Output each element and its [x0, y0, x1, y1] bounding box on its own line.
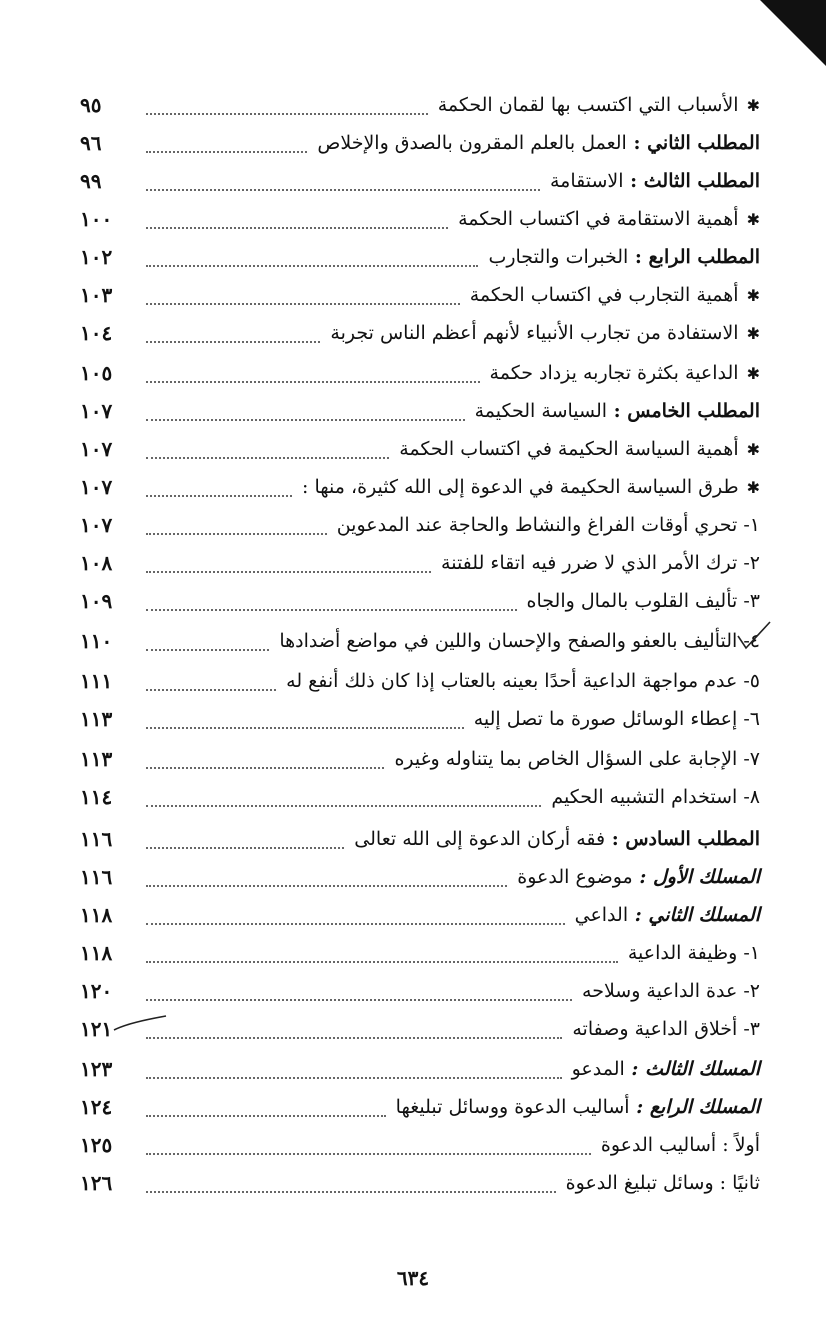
dot-leader	[146, 615, 269, 651]
toc-entry-title	[475, 400, 760, 422]
toc-entry-title	[441, 552, 760, 574]
dot-leader	[146, 231, 478, 267]
toc-page-number: ١٠٧	[80, 513, 113, 537]
dot-leader	[146, 193, 448, 229]
section-label: المطلب الثاني :	[626, 132, 760, 154]
asterisk-icon: ✱	[746, 478, 760, 497]
toc-page-number: ١٠٠	[80, 207, 113, 231]
toc-entry-title	[279, 630, 760, 652]
entry-text: أساليب الدعوة	[600, 1134, 717, 1156]
entry-text: أخلاق الداعية وصفاته	[572, 1018, 738, 1040]
toc-entry-title	[566, 1172, 760, 1194]
toc-entry-title	[490, 362, 760, 384]
asterisk-icon: ✱	[746, 440, 760, 459]
entry-text: الإجابة على السؤال الخاص بما يتناوله وغيره	[394, 748, 738, 770]
dot-leader	[146, 655, 276, 691]
dot-leader	[146, 155, 540, 191]
dot-leader	[146, 499, 327, 535]
toc-page-number: ١٠٢	[80, 245, 113, 269]
toc-page-number: ٩٦	[80, 131, 102, 155]
dot-leader	[146, 927, 618, 963]
entry-text: تأليف القلوب بالمال والجاه	[526, 590, 738, 612]
dot-leader	[146, 307, 320, 343]
dot-leader	[146, 1119, 591, 1155]
item-number: ٨-	[737, 786, 760, 808]
dot-leader	[146, 269, 460, 305]
dot-leader	[146, 1043, 562, 1079]
dot-leader	[146, 1157, 556, 1193]
dot-leader	[146, 79, 428, 115]
toc-page-number: ١٠٣	[80, 283, 113, 307]
toc-page-number: ١٢٤	[80, 1095, 113, 1119]
toc-entry-title	[517, 866, 760, 888]
toc-entry	[80, 780, 814, 814]
asterisk-icon: ✱	[746, 364, 760, 383]
asterisk-icon: ✱	[746, 286, 760, 305]
dot-leader	[146, 1003, 562, 1039]
toc-entry-title	[488, 246, 760, 268]
toc-entry	[80, 584, 814, 618]
asterisk-icon: ✱	[746, 324, 760, 343]
toc-page-number: ١٠٤	[80, 321, 113, 345]
subsection-label: المسلك الأول :	[632, 866, 760, 888]
item-prefix: ثانيًا :	[713, 1172, 760, 1194]
toc-page-number: ١٠٧	[80, 399, 113, 423]
dot-leader	[146, 851, 507, 887]
toc-page-number: ١٢٦	[80, 1171, 113, 1195]
toc-page-number: ١١٠	[80, 629, 113, 653]
toc-entry-title	[458, 208, 760, 230]
item-number: ٥-	[737, 670, 760, 692]
handwritten-stroke	[112, 1010, 168, 1036]
toc-entry-title	[550, 170, 760, 192]
dot-leader	[146, 771, 541, 807]
toc-entry-title	[527, 590, 760, 612]
toc-entry-title	[628, 942, 760, 964]
dot-leader	[146, 813, 344, 849]
entry-text: إعطاء الوسائل صورة ما تصل إليه	[473, 708, 738, 730]
entry-text: أهمية الاستقامة في اكتساب الحكمة	[458, 208, 739, 230]
item-prefix: أولاً :	[716, 1134, 760, 1156]
toc-entry	[80, 1166, 826, 1200]
entry-text: عدم مواجهة الداعية أحدًا بعينه بالعتاب إذا كان ذلك أنفع له	[286, 670, 738, 692]
toc-page-number: ١١٦	[80, 865, 113, 889]
entry-text: استخدام التشبيه الحكيم	[551, 786, 738, 808]
dot-leader	[146, 461, 292, 497]
toc-page-number: ١٠٩	[80, 589, 113, 613]
toc-entry	[80, 702, 814, 736]
toc-page-number: ١٠٧	[80, 475, 113, 499]
item-number: ٤-	[737, 630, 760, 652]
toc-entry-title	[582, 980, 760, 1002]
handwritten-check-mark	[734, 618, 774, 652]
item-number: ٦-	[737, 708, 760, 730]
dot-leader	[146, 889, 565, 925]
entry-text: العمل بالعلم المقرون بالصدق والإخلاص	[317, 132, 627, 154]
entry-text: وسائل تبليغ الدعوة	[565, 1172, 714, 1194]
entry-text: السياسة الحكيمة	[474, 400, 608, 422]
toc-page-number: ٩٥	[80, 93, 102, 117]
toc-page-number: ١١٤	[80, 785, 113, 809]
entry-text: الاستقامة	[549, 170, 624, 192]
entry-text: ترك الأمر الذي لا ضرر فيه اتقاء للفتنة	[441, 552, 738, 574]
toc-page-number: ١١٨	[80, 941, 113, 965]
toc-entry-title	[474, 708, 760, 730]
dot-leader	[146, 693, 464, 729]
dot-leader	[146, 385, 465, 421]
entry-text: موضوع الدعوة	[517, 866, 633, 888]
toc-entry-title	[470, 284, 760, 306]
toc-entry-title	[394, 748, 760, 770]
toc-page-number: ١٠٥	[80, 361, 113, 385]
toc-entry-title	[601, 1134, 760, 1156]
entry-text: التأليف بالعفو والصفح والإحسان واللين في مواضع أضدادها	[279, 630, 738, 652]
item-number: ١-	[737, 514, 760, 536]
asterisk-icon: ✱	[746, 210, 760, 229]
page-number: ٦٣٤	[396, 1266, 430, 1290]
toc-entry-title	[302, 476, 760, 498]
section-label: المطلب الرابع :	[628, 246, 760, 268]
toc-entry-title	[396, 1096, 760, 1118]
toc-entry-title	[399, 438, 760, 460]
toc-entry	[80, 316, 790, 350]
dot-leader	[146, 423, 389, 459]
entry-text: المدعو	[571, 1058, 625, 1080]
toc-page-number: ١٠٨	[80, 551, 113, 575]
item-number: ٣-	[737, 590, 760, 612]
entry-text: تحري أوقات الفراغ والنشاط والحاجة عند المدعوين	[336, 514, 738, 536]
toc-page-number: ١٢٠	[80, 979, 113, 1003]
dot-leader	[146, 537, 431, 573]
entry-text: أهمية السياسة الحكيمة في اكتساب الحكمة	[399, 438, 739, 460]
toc-page-number: ٩٩	[80, 169, 102, 193]
toc-entry	[80, 624, 814, 658]
toc-entry-title	[330, 322, 760, 344]
section-label: المطلب الخامس :	[607, 400, 760, 422]
entry-text: طرق السياسة الحكيمة في الدعوة إلى الله كثيرة، منها :	[302, 476, 739, 498]
item-number: ٢-	[737, 552, 760, 574]
entry-text: الخبرات والتجارب	[488, 246, 629, 268]
toc-page-number: ١١٦	[80, 827, 113, 851]
toc-entry	[80, 1012, 826, 1046]
toc-entry-title	[572, 1018, 760, 1040]
toc-page-number: ١٠٧	[80, 437, 113, 461]
dot-leader	[146, 965, 572, 1001]
toc-page-number: ١١٣	[80, 747, 113, 771]
entry-text: الداعي	[574, 904, 629, 926]
entry-text: فقه أركان الدعوة إلى الله تعالى	[354, 828, 606, 850]
entry-text: أهمية التجارب في اكتساب الحكمة	[469, 284, 739, 306]
dot-leader	[146, 347, 480, 383]
toc-page-number: ١١٣	[80, 707, 113, 731]
toc-entry-title	[354, 828, 760, 850]
entry-text: عدة الداعية وسلاحه	[582, 980, 738, 1002]
subsection-label: المسلك الثاني :	[628, 904, 760, 926]
entry-text: الاستفادة من تجارب الأنبياء لأنهم أعظم الناس تجربة	[330, 322, 739, 344]
toc-page-number: ١٢٥	[80, 1133, 113, 1157]
entry-text: الداعية بكثرة تجاربه يزداد حكمة	[489, 362, 739, 384]
toc-page-number: ١٢١	[80, 1017, 113, 1041]
asterisk-icon: ✱	[746, 96, 760, 115]
toc-entry-title	[575, 904, 760, 926]
toc-entry-title	[317, 132, 760, 154]
toc-entry-title	[551, 786, 760, 808]
entry-text: وظيفة الداعية	[627, 942, 738, 964]
dot-leader	[146, 1081, 386, 1117]
section-label: المطلب السادس :	[605, 828, 760, 850]
entry-text: الأسباب التي اكتسب بها لقمان الحكمة	[437, 94, 739, 116]
subsection-label: المسلك الثالث :	[624, 1058, 760, 1080]
dot-leader	[146, 575, 517, 611]
entry-text: أساليب الدعوة ووسائل تبليغها	[395, 1096, 630, 1118]
toc-page-number: ١٢٣	[80, 1057, 113, 1081]
item-number: ٢-	[737, 980, 760, 1002]
toc-page-number: ١١٨	[80, 903, 113, 927]
item-number: ٧-	[737, 748, 760, 770]
toc-entry-title	[572, 1058, 760, 1080]
dot-leader	[146, 733, 384, 769]
toc-entry-title	[286, 670, 760, 692]
dot-leader	[146, 117, 307, 153]
toc-entry-title	[438, 94, 760, 116]
subsection-label: المسلك الرابع :	[629, 1096, 760, 1118]
item-number: ١-	[737, 942, 760, 964]
item-number: ٣-	[737, 1018, 760, 1040]
toc-page-number: ١١١	[80, 669, 113, 693]
toc-entry-title	[337, 514, 760, 536]
section-label: المطلب الثالث :	[623, 170, 760, 192]
